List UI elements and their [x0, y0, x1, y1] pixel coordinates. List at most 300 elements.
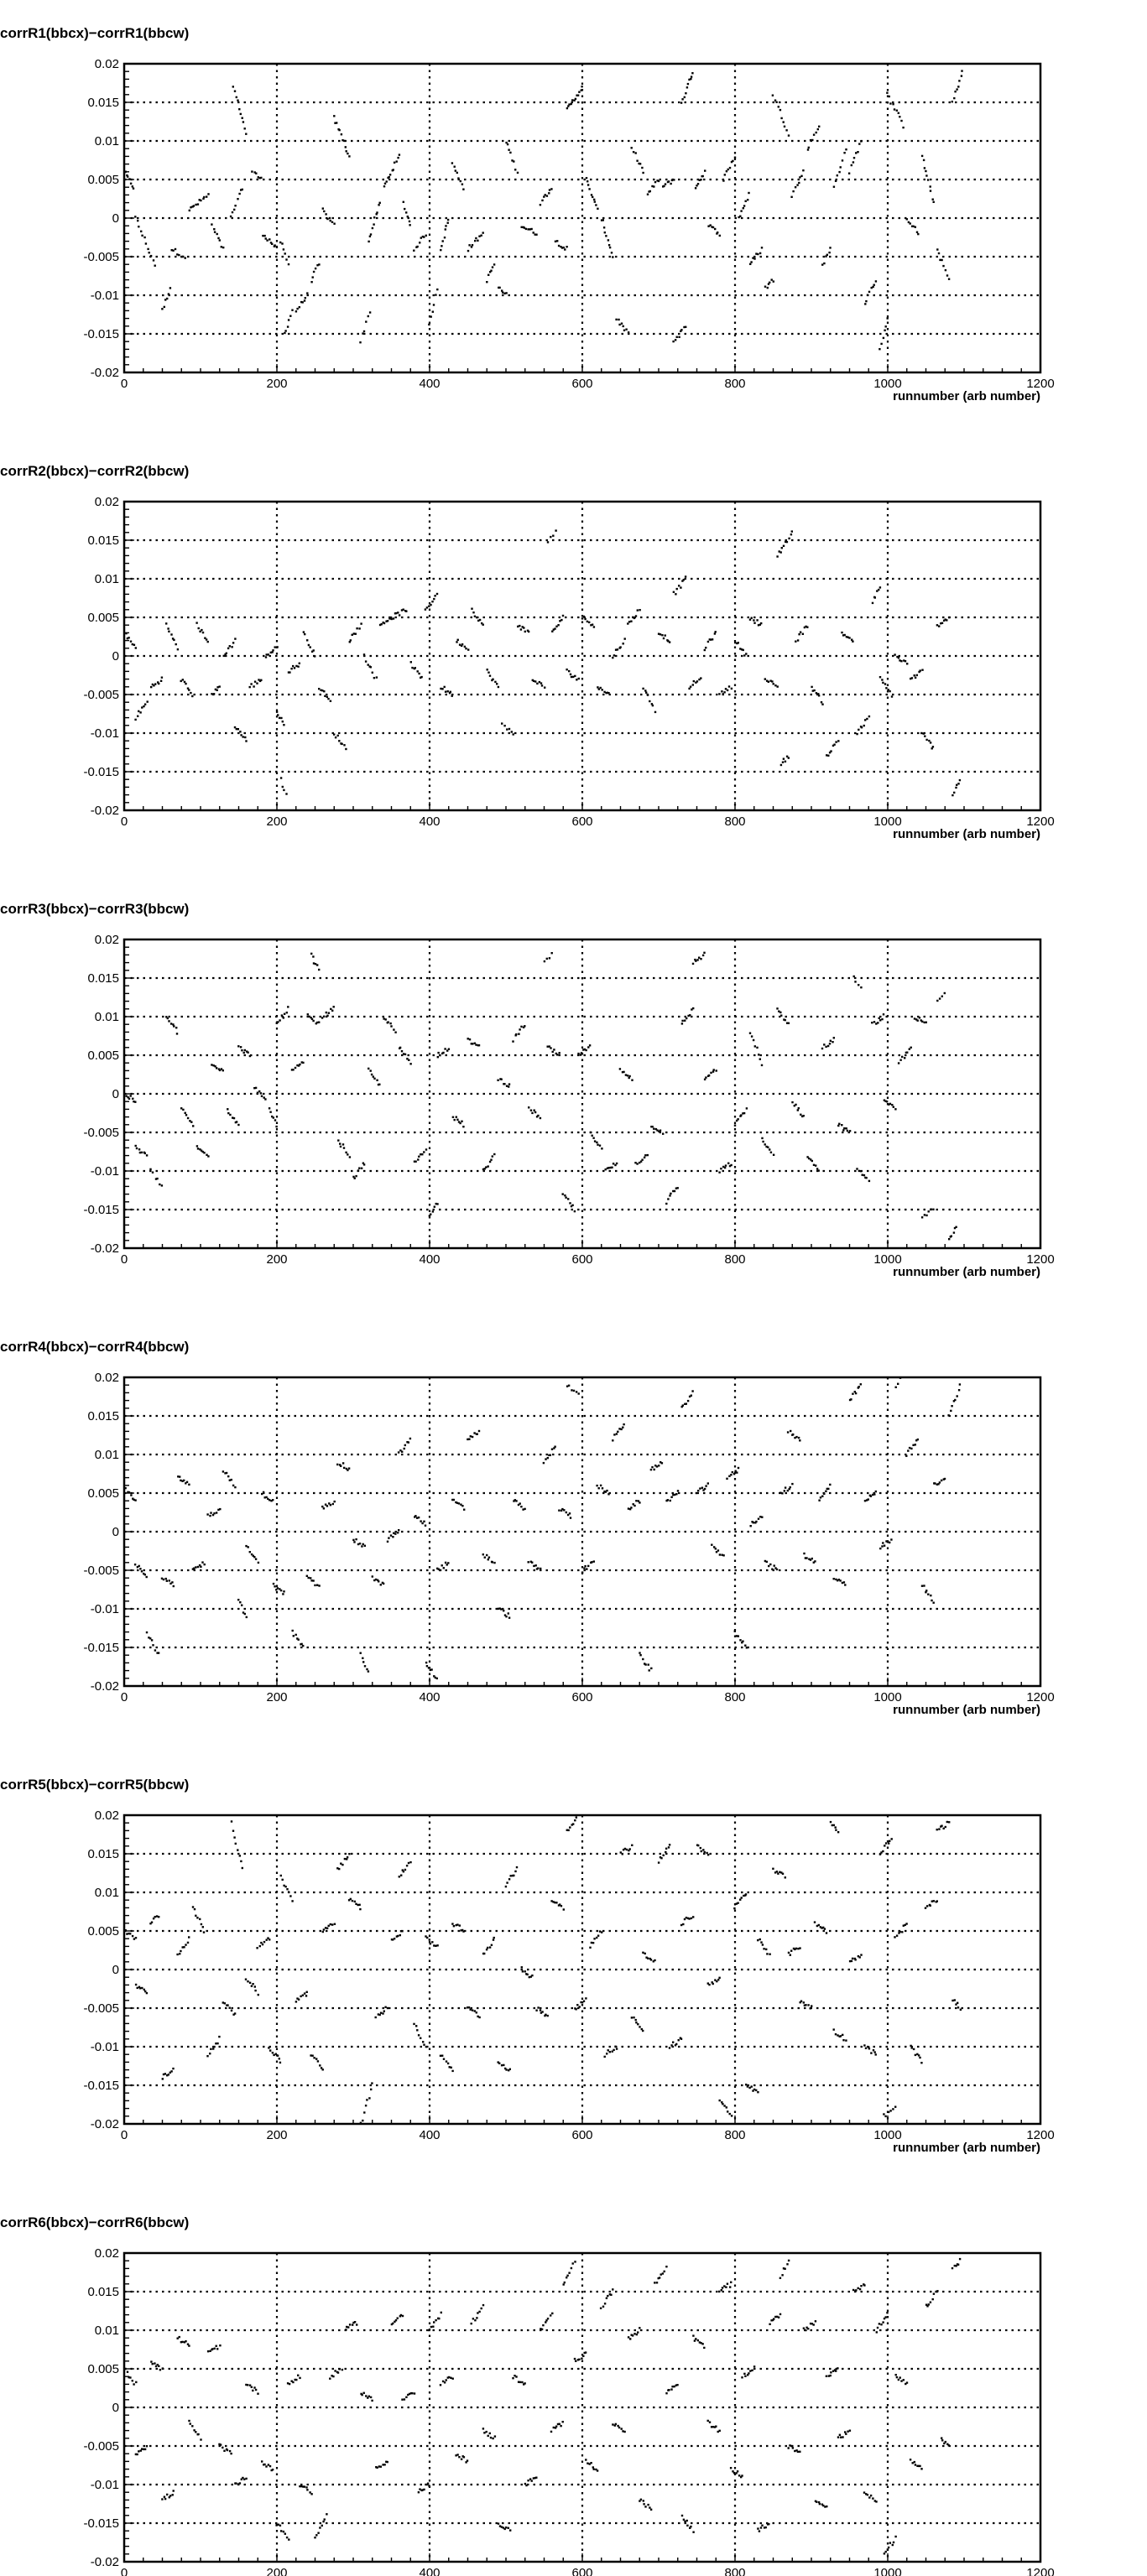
data-point	[486, 1949, 487, 1950]
data-point	[360, 1652, 362, 1654]
data-point	[513, 733, 514, 735]
data-point	[704, 1851, 706, 1853]
x-tick-label: 600	[571, 2566, 593, 2576]
data-point	[630, 621, 632, 622]
data-point	[476, 2011, 477, 2013]
data-point	[493, 1937, 495, 1939]
data-point	[130, 183, 132, 185]
data-point	[600, 687, 602, 689]
data-point	[355, 1903, 357, 1905]
data-point	[229, 645, 231, 647]
data-point	[731, 688, 733, 690]
data-point	[803, 1115, 805, 1116]
data-point	[896, 1935, 898, 1937]
data-point	[468, 2006, 470, 2008]
data-point	[751, 617, 753, 619]
data-point	[653, 1128, 654, 1130]
data-point	[289, 2383, 290, 2385]
data-point	[623, 330, 625, 331]
data-point	[146, 2445, 148, 2447]
data-point	[451, 1923, 453, 1924]
data-point	[856, 1168, 858, 1169]
data-point	[279, 2062, 281, 2063]
data-point	[315, 268, 316, 269]
data-point	[811, 686, 812, 688]
data-point	[514, 169, 516, 170]
data-point	[625, 1074, 627, 1075]
data-point	[905, 1455, 907, 1457]
data-point	[581, 617, 583, 619]
data-point	[607, 239, 609, 241]
data-point	[494, 2435, 496, 2437]
data-point	[283, 1590, 284, 1592]
data-point	[751, 2085, 753, 2087]
data-point	[462, 189, 464, 190]
x-tick-label: 1000	[873, 377, 902, 391]
data-point	[877, 2327, 878, 2329]
data-point	[695, 2338, 696, 2339]
data-point	[685, 326, 686, 328]
data-point	[510, 1875, 512, 1876]
data-point	[397, 2318, 399, 2319]
data-point	[210, 1512, 211, 1513]
data-point	[467, 250, 469, 252]
data-point	[319, 2064, 321, 2066]
data-point	[518, 1033, 519, 1035]
data-point	[837, 1831, 839, 1833]
data-point	[753, 622, 755, 624]
data-point	[361, 2394, 362, 2396]
data-point	[289, 1895, 291, 1897]
data-point	[362, 1661, 364, 1663]
data-point	[141, 706, 143, 708]
data-point	[332, 1503, 334, 1505]
data-point	[647, 1958, 649, 1959]
data-point	[537, 1568, 539, 1569]
data-point	[355, 1538, 357, 1540]
data-point	[271, 651, 273, 653]
data-point	[939, 1481, 941, 1483]
data-point	[889, 2542, 891, 2543]
data-point	[879, 586, 881, 588]
data-point	[196, 1917, 198, 1918]
data-point	[261, 1493, 263, 1495]
data-point	[445, 225, 446, 226]
data-point	[599, 1145, 601, 1147]
data-point	[889, 1542, 890, 1543]
x-tick-label: 0	[120, 814, 128, 829]
data-point	[843, 152, 845, 154]
data-point	[535, 1564, 537, 1566]
data-point	[269, 1111, 271, 1113]
data-point	[863, 2491, 865, 2493]
data-point	[443, 1567, 445, 1569]
data-point	[325, 213, 326, 215]
data-point	[870, 2052, 872, 2053]
data-point	[478, 236, 480, 237]
data-point	[837, 2436, 839, 2438]
data-point	[628, 331, 629, 333]
data-point	[905, 1923, 907, 1924]
data-point	[436, 1944, 438, 1946]
data-point	[322, 207, 324, 209]
data-point	[135, 1984, 137, 1985]
data-point	[440, 249, 441, 251]
data-point	[202, 632, 204, 633]
data-point	[380, 2012, 382, 2014]
data-point	[900, 2380, 902, 2381]
data-point	[790, 2445, 792, 2447]
data-point	[484, 1557, 486, 1559]
data-point	[722, 180, 724, 181]
data-point	[245, 133, 247, 135]
data-point	[898, 657, 899, 658]
data-point	[558, 245, 560, 247]
data-point	[889, 2110, 891, 2111]
data-point	[370, 666, 372, 668]
data-point	[581, 1052, 582, 1054]
data-point	[753, 1039, 754, 1041]
data-point	[700, 2342, 701, 2344]
data-point	[878, 2323, 880, 2324]
data-point	[154, 683, 156, 684]
data-point	[822, 2505, 824, 2506]
data-point	[915, 2464, 916, 2465]
data-point	[907, 1449, 909, 1451]
x-tick-label: 0	[120, 1690, 128, 1704]
data-point	[899, 2376, 901, 2378]
data-point	[597, 686, 598, 688]
data-point	[451, 162, 453, 164]
data-point	[465, 648, 467, 649]
data-point	[813, 1164, 815, 1166]
data-point	[717, 1979, 719, 1980]
data-point	[269, 238, 270, 240]
data-point	[179, 1953, 180, 1954]
data-point	[289, 315, 291, 317]
data-point	[958, 80, 960, 81]
data-point	[180, 1107, 182, 1109]
data-point	[461, 643, 463, 645]
data-point	[277, 714, 279, 716]
data-point	[742, 1641, 743, 1642]
data-point	[344, 1858, 346, 1860]
data-point	[833, 1037, 835, 1038]
data-point	[383, 1017, 384, 1019]
data-point	[440, 2384, 441, 2386]
data-point	[661, 1462, 663, 1464]
data-point	[268, 2464, 269, 2465]
data-point	[128, 637, 129, 638]
data-point	[508, 1612, 509, 1614]
data-point	[313, 649, 315, 651]
data-point	[323, 211, 325, 212]
data-point	[356, 627, 357, 629]
data-point	[621, 323, 623, 325]
data-point	[277, 1587, 279, 1589]
data-point	[647, 1154, 649, 1156]
x-tick-label: 1200	[1026, 814, 1055, 829]
data-point	[384, 183, 386, 185]
data-point	[263, 1491, 264, 1493]
data-point	[670, 183, 671, 185]
data-point	[846, 1127, 847, 1129]
data-point	[792, 2447, 794, 2449]
data-point	[578, 678, 580, 679]
data-point	[182, 256, 184, 258]
data-point	[639, 2327, 640, 2329]
data-point	[669, 1194, 670, 1196]
x-tick-label: 600	[571, 2128, 593, 2142]
data-point	[285, 258, 287, 260]
data-point	[237, 728, 239, 730]
data-point	[554, 1902, 555, 1903]
data-point	[134, 719, 136, 721]
data-point	[865, 300, 867, 302]
data-point	[930, 185, 931, 187]
data-point	[295, 310, 297, 312]
data-point	[447, 2063, 449, 2064]
data-point	[368, 2396, 370, 2397]
data-point	[507, 143, 508, 145]
data-point	[927, 1594, 929, 1595]
data-point	[897, 1383, 899, 1385]
data-point	[800, 175, 802, 177]
data-point	[784, 1490, 785, 1491]
data-point	[555, 241, 556, 242]
data-point	[440, 2055, 441, 2057]
data-point	[481, 2308, 482, 2309]
data-point	[166, 2494, 168, 2495]
data-point	[185, 1114, 187, 1116]
data-point	[546, 958, 548, 960]
data-point	[430, 1214, 431, 1215]
data-point	[738, 642, 739, 643]
data-point	[835, 1826, 837, 1828]
data-point	[491, 1944, 493, 1946]
data-point	[686, 2525, 688, 2527]
data-point	[282, 786, 284, 788]
data-point	[452, 2378, 454, 2380]
data-point	[755, 1521, 757, 1522]
data-point	[340, 1146, 341, 1147]
data-point	[245, 1979, 247, 1980]
data-point	[554, 1446, 555, 1448]
data-point	[948, 617, 950, 618]
data-point	[428, 2329, 430, 2331]
data-point	[361, 1545, 362, 1547]
data-point	[540, 1568, 541, 1569]
data-point	[868, 1180, 870, 1182]
data-point	[165, 1578, 167, 1579]
data-point	[369, 236, 371, 237]
data-point	[244, 736, 246, 738]
data-point	[275, 1126, 277, 1127]
data-point	[957, 1395, 958, 1397]
data-point	[284, 1013, 285, 1015]
data-point	[444, 2381, 446, 2383]
data-point	[783, 545, 785, 547]
data-point	[281, 242, 283, 244]
data-point	[817, 128, 819, 130]
data-point	[182, 1109, 184, 1111]
data-point	[512, 2377, 514, 2379]
data-point	[497, 1608, 498, 1610]
data-point	[956, 784, 957, 786]
data-point	[379, 202, 381, 204]
data-point	[930, 2302, 931, 2303]
data-point	[214, 2348, 216, 2350]
data-point	[675, 593, 676, 595]
data-point	[281, 1014, 283, 1016]
y-tick-label: 0.02	[94, 2246, 119, 2261]
data-point	[550, 1455, 551, 1456]
data-point	[357, 1169, 359, 1171]
data-point	[501, 2064, 503, 2066]
data-point	[867, 294, 868, 296]
data-point	[249, 686, 251, 688]
data-point	[855, 152, 857, 154]
data-point	[851, 164, 852, 166]
data-point	[300, 2485, 302, 2487]
data-point	[207, 193, 209, 195]
data-point	[385, 1018, 387, 1020]
data-point	[368, 2097, 370, 2099]
data-point	[283, 789, 284, 791]
data-point	[203, 1931, 205, 1933]
data-point	[725, 2287, 727, 2288]
data-point	[500, 1079, 502, 1080]
data-point	[658, 1861, 660, 1863]
data-point	[933, 201, 935, 203]
data-point	[154, 265, 156, 267]
data-point	[219, 239, 221, 241]
data-point	[622, 1853, 623, 1855]
x-tick-label: 800	[724, 377, 746, 391]
data-point	[633, 617, 635, 619]
data-point	[917, 1020, 919, 1022]
data-point	[329, 217, 331, 219]
data-point	[172, 250, 174, 252]
data-point	[575, 2360, 576, 2362]
data-point	[427, 2483, 429, 2485]
data-point	[901, 1056, 903, 1058]
data-point	[343, 1467, 345, 1469]
data-point	[954, 1999, 956, 2001]
data-point	[623, 643, 624, 644]
data-point	[207, 641, 209, 643]
data-point	[432, 311, 434, 313]
data-point	[899, 1059, 901, 1061]
data-point	[128, 178, 130, 180]
data-point	[253, 2386, 255, 2388]
data-point	[633, 2333, 635, 2334]
data-point	[531, 2480, 533, 2481]
data-point	[597, 2469, 598, 2471]
data-point	[254, 1990, 256, 1991]
data-point	[533, 1565, 534, 1567]
data-point	[333, 115, 335, 117]
data-point	[684, 96, 686, 98]
data-point	[316, 964, 318, 965]
data-point	[778, 2317, 779, 2318]
data-point	[186, 1481, 188, 1483]
data-point	[254, 681, 256, 683]
data-point	[910, 2459, 911, 2460]
data-point	[310, 1577, 311, 1579]
data-point	[816, 132, 817, 133]
data-point	[172, 1023, 174, 1025]
data-point	[695, 960, 696, 961]
data-point	[498, 2063, 500, 2064]
data-point	[606, 2053, 607, 2054]
data-point	[823, 1493, 825, 1495]
data-point	[574, 1210, 576, 1212]
data-point	[773, 2318, 774, 2319]
data-point	[196, 622, 197, 623]
data-point	[534, 1111, 536, 1113]
data-point	[566, 2277, 567, 2278]
data-point	[593, 2469, 595, 2470]
x-tick-label: 200	[266, 377, 288, 391]
data-point	[914, 1017, 915, 1019]
data-point	[451, 2070, 453, 2072]
data-point	[884, 1545, 885, 1547]
y-tick-label: -0.005	[83, 688, 119, 702]
data-point	[604, 2303, 606, 2304]
data-point	[436, 593, 438, 595]
data-point	[447, 690, 449, 692]
data-point	[590, 1132, 592, 1133]
data-point	[167, 627, 169, 629]
data-point	[727, 2283, 728, 2285]
data-point	[936, 1900, 938, 1902]
data-point	[555, 2426, 557, 2428]
data-point	[587, 184, 589, 185]
data-point	[143, 237, 145, 238]
data-point	[295, 1067, 296, 1069]
data-point	[571, 2267, 572, 2269]
data-point	[445, 1562, 446, 1564]
data-point	[323, 1507, 325, 1509]
data-point	[753, 2365, 755, 2367]
data-point	[643, 2503, 644, 2505]
data-point	[879, 1853, 881, 1855]
data-point	[661, 634, 663, 636]
data-point	[893, 1106, 894, 1108]
data-point	[761, 247, 763, 248]
data-point	[795, 641, 796, 643]
data-point	[269, 1499, 270, 1501]
data-point	[431, 1941, 433, 1943]
data-point	[315, 963, 316, 965]
data-point	[387, 1021, 388, 1023]
data-point	[165, 622, 167, 624]
data-point	[471, 2323, 472, 2324]
data-point	[570, 674, 571, 675]
data-point	[130, 1494, 132, 1496]
data-point	[326, 218, 328, 220]
data-point	[764, 286, 766, 288]
data-point	[235, 2482, 237, 2484]
data-point	[359, 341, 361, 343]
data-point	[265, 237, 267, 239]
data-point	[813, 2324, 815, 2325]
data-point	[503, 725, 505, 726]
data-point	[781, 1492, 783, 1494]
data-point	[557, 624, 559, 626]
data-point	[487, 669, 488, 670]
